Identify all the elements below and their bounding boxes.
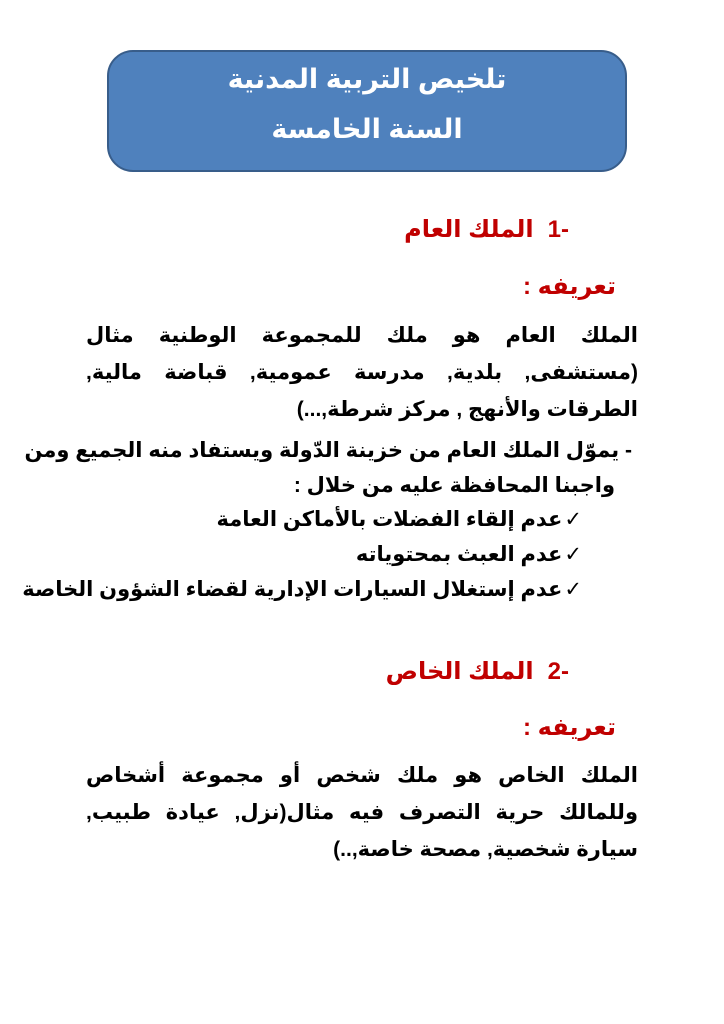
section1-title: الملك العام xyxy=(404,216,534,243)
document-subtitle: السنة الخامسة xyxy=(271,114,463,144)
section1-definition-text: الملك العام هو ملك للمجموعة الوطنية مثال (مستشفى, بلدية, مدرسة عمومية, قباضة مالية, الطرقات والأنهج , مركز شرطة,...) xyxy=(86,324,638,421)
check-item-text: عدم إلقاء الفضلات بالأماكن العامة xyxy=(216,508,563,531)
section2-definition-text: الملك الخاص هو ملك شخص أو مجموعة أشخاص وللمالك حرية التصرف فيه مثال(نزل, عيادة طبيب, سيارة شخصية, مصحة خاصة,..) xyxy=(86,764,638,861)
section1-bullet-line1: - يموّل الملك العام من خزينة الدّولة ويستفاد منه الجميع ومن xyxy=(24,439,632,462)
check-item xyxy=(216,507,582,532)
check-item-text: عدم العبث بمحتوياته xyxy=(355,543,563,566)
document-title: تلخيص التربية المدنية xyxy=(227,64,507,94)
checkmark-icon: ✓ xyxy=(564,578,582,601)
checkmark-icon: ✓ xyxy=(564,508,582,531)
section2-definition-label: تعريفه : xyxy=(523,714,616,741)
check-item xyxy=(356,542,582,567)
checkmark-icon: ✓ xyxy=(564,543,582,566)
section1-heading xyxy=(404,215,569,244)
section1-bullet-line2: واجبنا المحافظة عليه من خلال : xyxy=(293,474,615,497)
section2-title: الملك الخاص xyxy=(385,658,534,685)
check-item xyxy=(22,577,582,602)
check-item-text: عدم إستغلال السيارات الإدارية لقضاء الشؤون الخاصة xyxy=(22,578,563,601)
section1-definition-label: تعريفه : xyxy=(523,273,616,300)
title-box xyxy=(107,50,627,172)
section2-number: -2 xyxy=(547,658,569,685)
section2-heading xyxy=(386,657,569,686)
section1-number: -1 xyxy=(547,216,569,243)
